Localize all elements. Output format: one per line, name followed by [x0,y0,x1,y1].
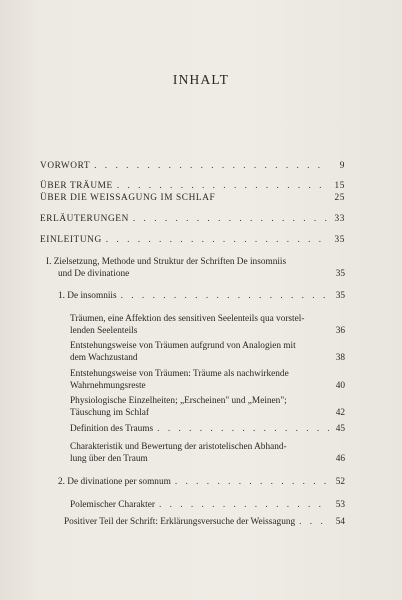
toc-entry-label-line1: Charakteristik und Bewertung der aristotelischen Abhand- [70,442,287,452]
toc-entry-page: 33 [334,214,345,224]
toc-entry-page: 35 [335,291,345,301]
toc-entry-label-line2: Wahrnehmungsreste [70,381,146,392]
toc-entry-label: EINLEITUNG [40,235,102,245]
toc-entry-vorwort [40,160,345,172]
toc-entry-page: 53 [335,500,345,510]
toc-entry-erlaeuterungen [40,213,345,225]
toc-entry-page: 35 [335,269,345,280]
toc-entry-label-line2: Täuschung im Schlaf [70,408,150,419]
leader-dots [94,160,329,172]
toc-entry-label-line1: Entstehungsweise von Träumen aufgrund von Analogien mit [70,341,296,351]
toc-entry-ueber-traeume [40,180,345,192]
leader-dots [159,499,329,511]
page-title: INHALT [172,72,230,87]
toc-entry-analogien [70,340,345,364]
toc-entry-label-line2: lenden Seelenteils [70,326,138,337]
toc-entry-label: Polemischer Charakter [70,500,155,510]
toc-entry-label: 2. De divinatione per somnum [58,477,171,487]
toc-entry-physiologische [70,395,345,419]
toc-entry-page: 46 [335,454,345,465]
toc-entry-page: 52 [335,477,345,487]
toc-entry-label-line1: Träumen, eine Affektion des sensitiven Seelenteils qua vorstel- [70,314,305,324]
toc-entry-positiver-teil [64,516,345,528]
toc-entry-affektion [70,313,345,337]
toc-entry-polemischer [70,499,345,511]
toc-entry-page: 54 [335,517,345,527]
leader-dots [175,476,329,488]
toc-entry-de-insomniis [58,290,345,302]
toc-entry-zielsetzung [46,256,345,280]
toc-entry-page: 25 [334,193,345,203]
toc-entry-label-line1: Physiologische Einzelheiten; „Erscheinen" und „Meinen"; [70,396,287,406]
toc-entry-page: 42 [335,408,345,419]
toc-entry-page: 15 [334,181,345,191]
toc-entry-wahrnehmungsreste [70,368,345,392]
toc-entry-charakteristik [70,441,345,465]
toc-entry-page: 9 [339,161,345,171]
toc-entry-label: ERLÄUTERUNGEN [40,214,129,224]
toc-entry-definition [70,423,345,435]
toc-entry-page: 35 [334,235,345,245]
leader-dots [299,516,329,528]
toc-entry-label: Positiver Teil der Schrift: Erklärungsversuche der Weissagung [64,517,296,527]
toc-entry-label: ÜBER DIE WEISSAGUNG IM SCHLAF [40,193,216,203]
toc-entry-label: Definition des Traums [70,424,154,434]
toc-entry-de-divinatione [58,476,345,488]
toc-entry-einleitung [40,234,345,246]
toc-entry-page: 40 [335,381,345,392]
toc-entry-label-line2: lung über den Traum [70,454,148,465]
toc-entry-label-line2: und De divinatione [58,269,130,280]
leader-dots [117,180,329,192]
leader-dots [121,290,329,302]
toc-entry-label: 1. De insomniis [58,291,117,301]
toc-entry-label-line1: Entstehungsweise von Träumen: Träume als nachwirkende [70,369,289,379]
leader-dots [133,213,329,225]
toc-entry-page: 36 [335,326,345,337]
toc-entry-label: ÜBER TRÄUME [40,181,113,191]
leader-dots [157,423,329,435]
toc-entry-label-line2: dem Wachzustand [70,353,138,364]
toc-entry-weissagung [40,192,345,204]
toc-entry-label-line1: I. Zielsetzung, Methode und Struktur der Schriften De insomniis [46,257,287,267]
toc-entry-page: 45 [335,424,345,434]
toc-entry-label: VORWORT [40,161,91,171]
leader-dots [106,234,329,246]
toc-entry-page: 38 [335,353,345,364]
